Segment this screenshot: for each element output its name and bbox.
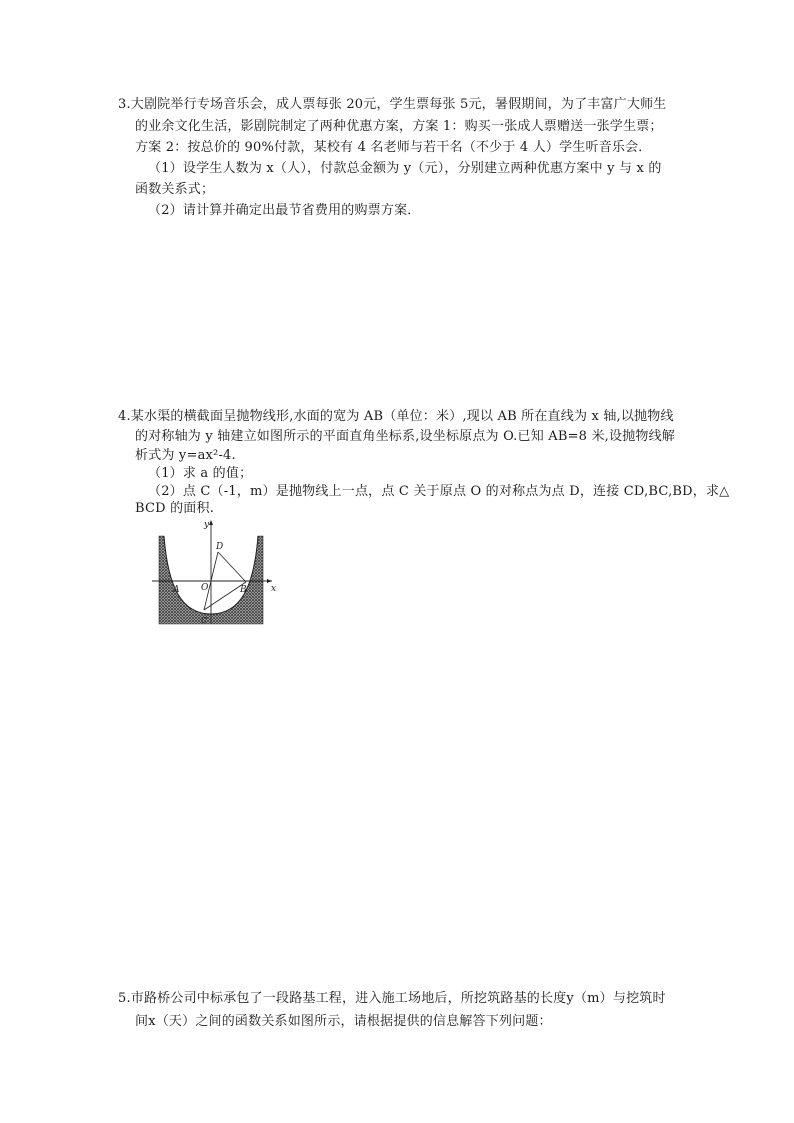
x-axis-arrow bbox=[267, 579, 272, 583]
q3-part1-line-2: 函数关系式； bbox=[135, 182, 215, 197]
q3-part1-line-1: （1）设学生人数为 x（人），付款总金额为 y（元），分别建立两种优惠方案中 y 与 x 的 bbox=[148, 161, 662, 176]
q5-line-1: 5.市路桥公司中标承包了一段路基工程，进入施工场地后，所挖筑路基的长度y（m）与挖筑时 bbox=[118, 991, 666, 1006]
q4-part2-line-1: （2）点 C（-1，m）是抛物线上一点，点 C 关于原点 O 的对称点为点 D，连接 CD,BC,BD，求△ bbox=[148, 484, 730, 499]
q3-line-2: 的业余文化生活，影剧院制定了两种优惠方案，方案 1：购买一张成人票赠送一张学生票； bbox=[135, 119, 663, 134]
label-o: O bbox=[201, 583, 209, 593]
q4-part1: （1）求 a 的值； bbox=[148, 466, 253, 481]
q4-line-1: 4.某水渠的横截面呈抛物线形,水面的宽为 AB（单位：米）,现以 AB 所在直线为 x 轴,以抛物线 bbox=[118, 409, 674, 424]
parabola-canal-figure bbox=[150, 518, 278, 626]
q3-line-1: 3.大剧院举行专场音乐会，成人票每张 20元，学生票每张 5元，暑假期间，为了丰富广大师生 bbox=[118, 97, 667, 112]
q3-part2: （2）请计算并确定出最节省费用的购票方案． bbox=[148, 203, 421, 218]
label-x: x bbox=[271, 584, 277, 594]
label-c: C bbox=[201, 616, 208, 625]
segment-bd bbox=[218, 552, 246, 582]
q5-line-2: 间x（天）之间的函数关系如图所示，请根据提供的信息解答下列问题： bbox=[135, 1014, 552, 1029]
q3-line-3: 方案 2：按总价的 90%付款，某校有 4 名老师与若干名（不少于 4 人）学生听音乐会． bbox=[135, 140, 652, 155]
q4-part2-line-2: BCD 的面积. bbox=[135, 501, 215, 516]
label-y: y bbox=[204, 520, 210, 530]
y-axis-arrow bbox=[209, 520, 213, 525]
q4-line-3: 析式为 y=ax²-4. bbox=[135, 448, 236, 463]
q4-line-2: 的对称轴为 y 轴建立如图所示的平面直角坐标系,设坐标原点为 O.已知 AB=8 米,设抛物线解 bbox=[135, 429, 676, 444]
label-b: B bbox=[240, 585, 247, 595]
label-a: A bbox=[173, 585, 180, 595]
label-d: D bbox=[216, 542, 224, 552]
